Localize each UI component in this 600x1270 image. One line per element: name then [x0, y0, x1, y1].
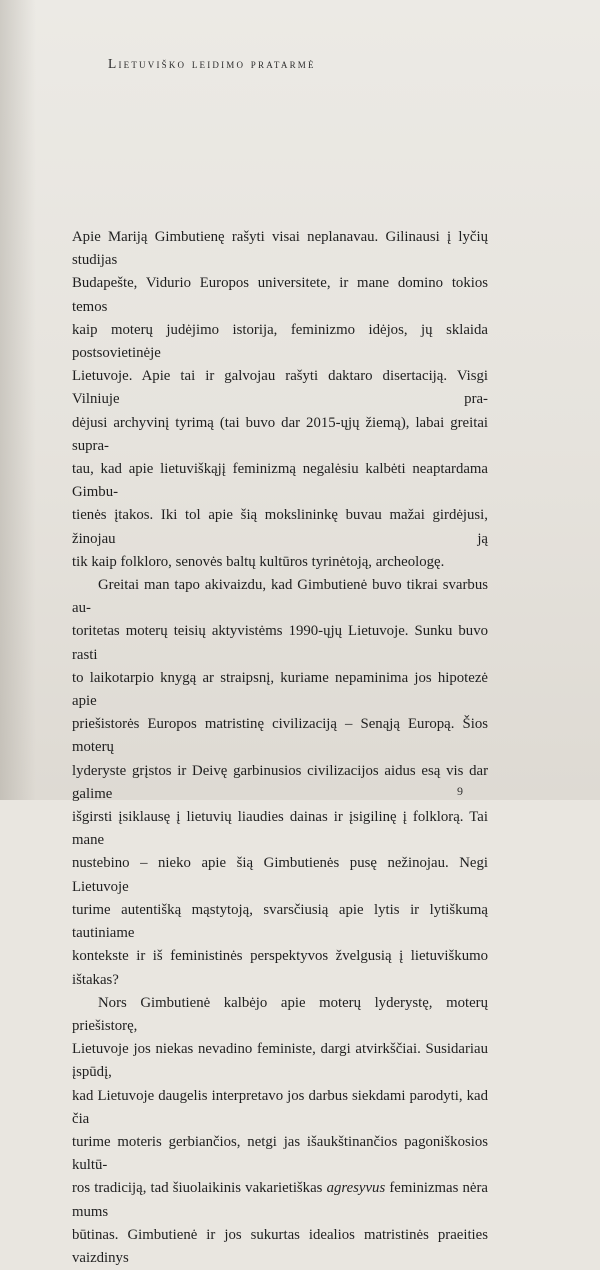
text-line: Budapešte, Vidurio Europos universitete, ir mane domino tokios temos: [72, 275, 488, 315]
text-line: lyderyste grįstos ir Deivę garbinusios civilizacijos aidus esą vis dar galime: [72, 762, 488, 802]
text-line: Greitai man tapo akivaizdu, kad Gimbutienė buvo tikrai svarbus au-: [72, 577, 488, 617]
page-number: 9: [457, 784, 463, 798]
emphasized-word: agresyvus: [326, 1180, 386, 1197]
text-line: kaip moterų judėjimo istorija, feminizmo idėjos, jų sklaida postsovietinėje: [72, 321, 488, 362]
text-line: priešistorės Europos matristinę civilizaciją – Senąją Europą. Šios moterų: [72, 716, 488, 756]
text-line: nustebino – nieko apie šią Gimbutienės pusę nežinojau. Negi Lietuvoje: [72, 855, 488, 895]
text-line: išgirsti įsiklausę į lietuvių liaudies dainas ir įsigilinę į folklorą. Tai mane: [72, 809, 488, 849]
chapter-heading: Lietuviško leidimo pratarmė: [108, 56, 316, 71]
text-line: tik kaip folkloro, senovės baltų kultūros tyrinėtoją, archeologę.: [72, 553, 445, 570]
text-line: Lietuvoje. Apie tai ir galvojau rašyti daktaro disertaciją. Visgi Vilniuje pra-: [72, 368, 488, 408]
text-fragment: ros tradiciją, tad šiuolaikinis vakarietiškas: [72, 1180, 323, 1197]
text-line: turime moteris gerbiančios, netgi jas išaukštinančios pagoniškosios kultū-: [72, 1133, 488, 1174]
page-gutter-shadow: [0, 0, 36, 800]
text-line: kontekste ir iš feministinės perspektyvos žvelgusią į lietuviškumo ištakas?: [72, 948, 488, 988]
text-line: tienės įtakos. Iki tol apie šią mokslininkę buvau mažai girdėjusi, žinojau ją: [72, 507, 488, 547]
text-line: turime autentišką mąstytoją, svarsčiusią apie lytis ir lytiškumą tautiniame: [72, 901, 488, 942]
text-line: to laikotarpio knygą ar straipsnį, kuriame nepaminima jos hipotezė apie: [72, 669, 488, 710]
text-line: tau, kad apie lietuviškąjį feminizmą negalėsiu kalbėti neaptardama Gimbu-: [72, 461, 488, 501]
text-line: toritetas moterų teisių aktyvistėms 1990-ųjų Lietuvoje. Sunku buvo rasti: [72, 623, 488, 663]
text-line-with-emphasis: [72, 1177, 488, 1223]
text-line: Apie Mariją Gimbutienę rašyti visai neplanavau. Gilinausi į lyčių studijas: [72, 229, 488, 269]
body-text: [72, 226, 488, 1270]
text-line: kad Lietuvoje daugelis interpretavo jos darbus siekdami parodyti, kad čia: [72, 1087, 488, 1127]
text-line: dėjusi archyvinį tyrimą (tai buvo dar 2015-ųjų žiemą), labai greitai supra-: [72, 414, 488, 454]
text-line: Lietuvoje jos niekas nevadino feministe, dargi atvirkščiai. Susidariau įspūdį,: [72, 1041, 488, 1081]
text-line: Nors Gimbutienė kalbėjo apie moterų lyderystę, moterų priešistorę,: [72, 994, 488, 1034]
text-fragment: feminizmas nėra mums: [72, 1180, 488, 1220]
text-line: būtinas. Gimbutienė ir jos sukurtas idealios matristinės praeities vaizdinys: [72, 1226, 488, 1266]
